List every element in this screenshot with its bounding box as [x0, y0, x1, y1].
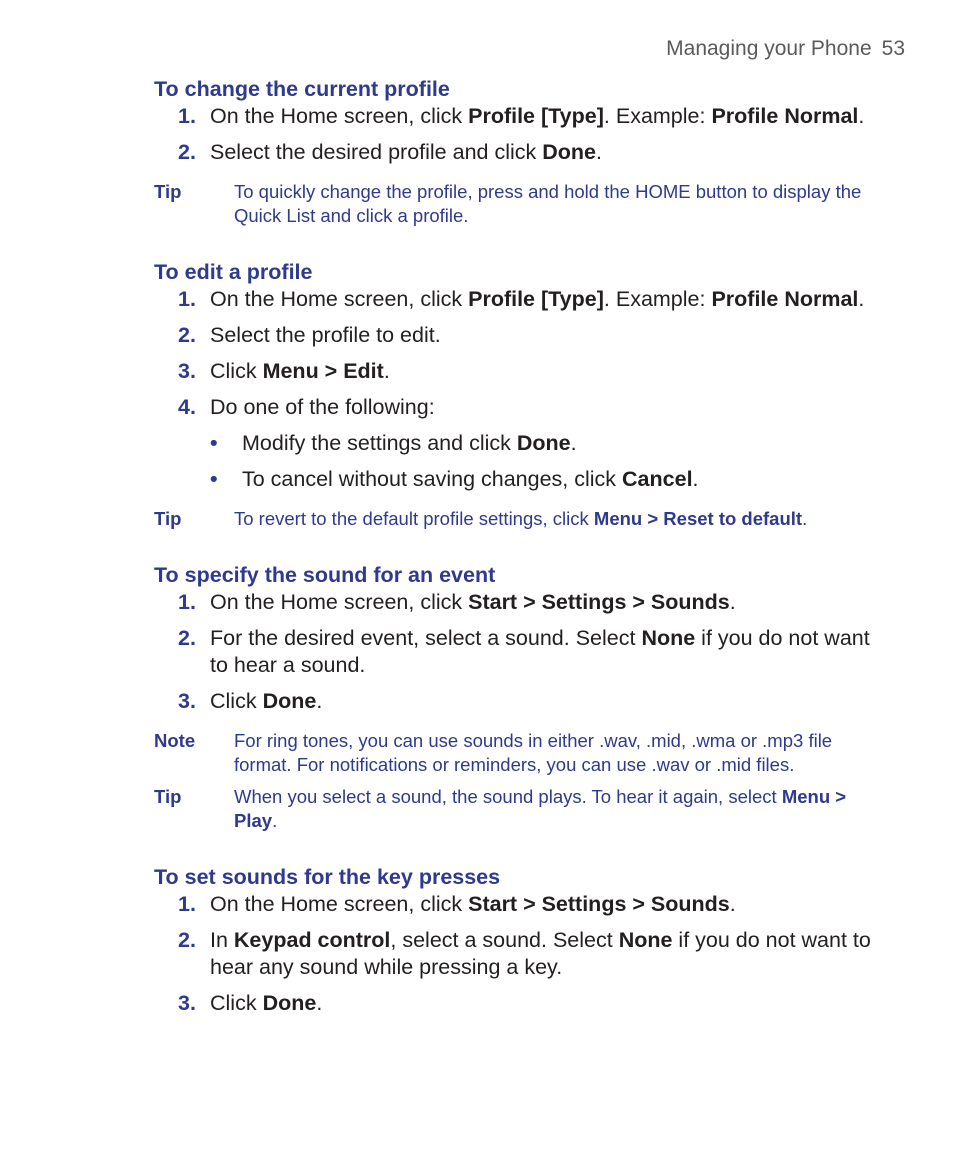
- list-item: [154, 625, 884, 679]
- tip-block: [154, 785, 884, 833]
- section-title-event-sound: To specify the sound for an event: [154, 563, 496, 587]
- step-number: 2.: [178, 323, 196, 347]
- step-text: In Keypad control, select a sound. Select None if you do not want to hear any sound while pressing a key.: [210, 928, 871, 979]
- note-block: [154, 729, 884, 777]
- step-text: Click Menu > Edit.: [210, 359, 390, 383]
- tip-block: [154, 180, 884, 228]
- step-text: Click Done.: [210, 689, 323, 713]
- list-item: [154, 139, 884, 166]
- step-text: Select the profile to edit.: [210, 323, 441, 347]
- list-item: [154, 394, 884, 421]
- step-text: Do one of the following:: [210, 395, 435, 419]
- step-text: On the Home screen, click Start > Settings > Sounds.: [210, 590, 736, 614]
- note-label: Note: [154, 730, 196, 751]
- list-item: [154, 927, 884, 981]
- list-item: [154, 286, 884, 313]
- bullet-item: [154, 466, 884, 493]
- list-item: [154, 322, 884, 349]
- tip-text: When you select a sound, the sound plays. To hear it again, select Menu > Play.: [234, 786, 847, 831]
- step-number: 4.: [178, 395, 196, 419]
- bullet-text: Modify the settings and click Done.: [242, 431, 577, 455]
- step-text: On the Home screen, click Profile [Type]. Example: Profile Normal.: [210, 104, 865, 128]
- section-title-change-profile: To change the current profile: [154, 77, 450, 101]
- step-number: 2.: [178, 928, 196, 952]
- bullet-item: [154, 430, 884, 457]
- step-number: 3.: [178, 359, 196, 383]
- bullet-icon: •: [210, 431, 218, 455]
- tip-label: Tip: [154, 181, 182, 202]
- list-item: [154, 891, 884, 918]
- list-item: [154, 990, 884, 1017]
- tip-label: Tip: [154, 786, 182, 807]
- step-text: On the Home screen, click Profile [Type]. Example: Profile Normal.: [210, 287, 865, 311]
- step-number: 2.: [178, 626, 196, 650]
- step-number: 1.: [178, 287, 196, 311]
- step-number: 3.: [178, 689, 196, 713]
- bullet-icon: •: [210, 467, 218, 491]
- list-item: [154, 688, 884, 715]
- page-header: [666, 37, 905, 61]
- tip-label: Tip: [154, 508, 182, 529]
- step-text: Click Done.: [210, 991, 323, 1015]
- step-number: 2.: [178, 140, 196, 164]
- tip-text: To quickly change the profile, press and hold the HOME button to display the Quick List and click a profile.: [234, 181, 862, 226]
- step-number: 3.: [178, 991, 196, 1015]
- header-title: Managing your Phone: [666, 37, 872, 60]
- bullet-text: To cancel without saving changes, click Cancel.: [242, 467, 699, 491]
- tip-block: [154, 507, 884, 531]
- list-item: [154, 589, 884, 616]
- step-text: For the desired event, select a sound. Select None if you do not want to hear a sound.: [210, 626, 870, 677]
- list-item: [154, 103, 884, 130]
- tip-text: To revert to the default profile settings, click Menu > Reset to default.: [234, 508, 808, 529]
- page-content: [154, 75, 884, 1026]
- section-title-key-sounds: To set sounds for the key presses: [154, 865, 501, 889]
- note-text: For ring tones, you can use sounds in either .wav, .mid, .wma or .mp3 file format. For notifications or reminders, you can use .wav or .mid files.: [234, 730, 833, 775]
- list-item: [154, 358, 884, 385]
- step-text: On the Home screen, click Start > Settings > Sounds.: [210, 892, 736, 916]
- section-title-edit-profile: To edit a profile: [154, 260, 313, 284]
- step-text: Select the desired profile and click Done.: [210, 140, 602, 164]
- step-number: 1.: [178, 104, 196, 128]
- page-number: 53: [881, 37, 905, 60]
- step-number: 1.: [178, 892, 196, 916]
- step-number: 1.: [178, 590, 196, 614]
